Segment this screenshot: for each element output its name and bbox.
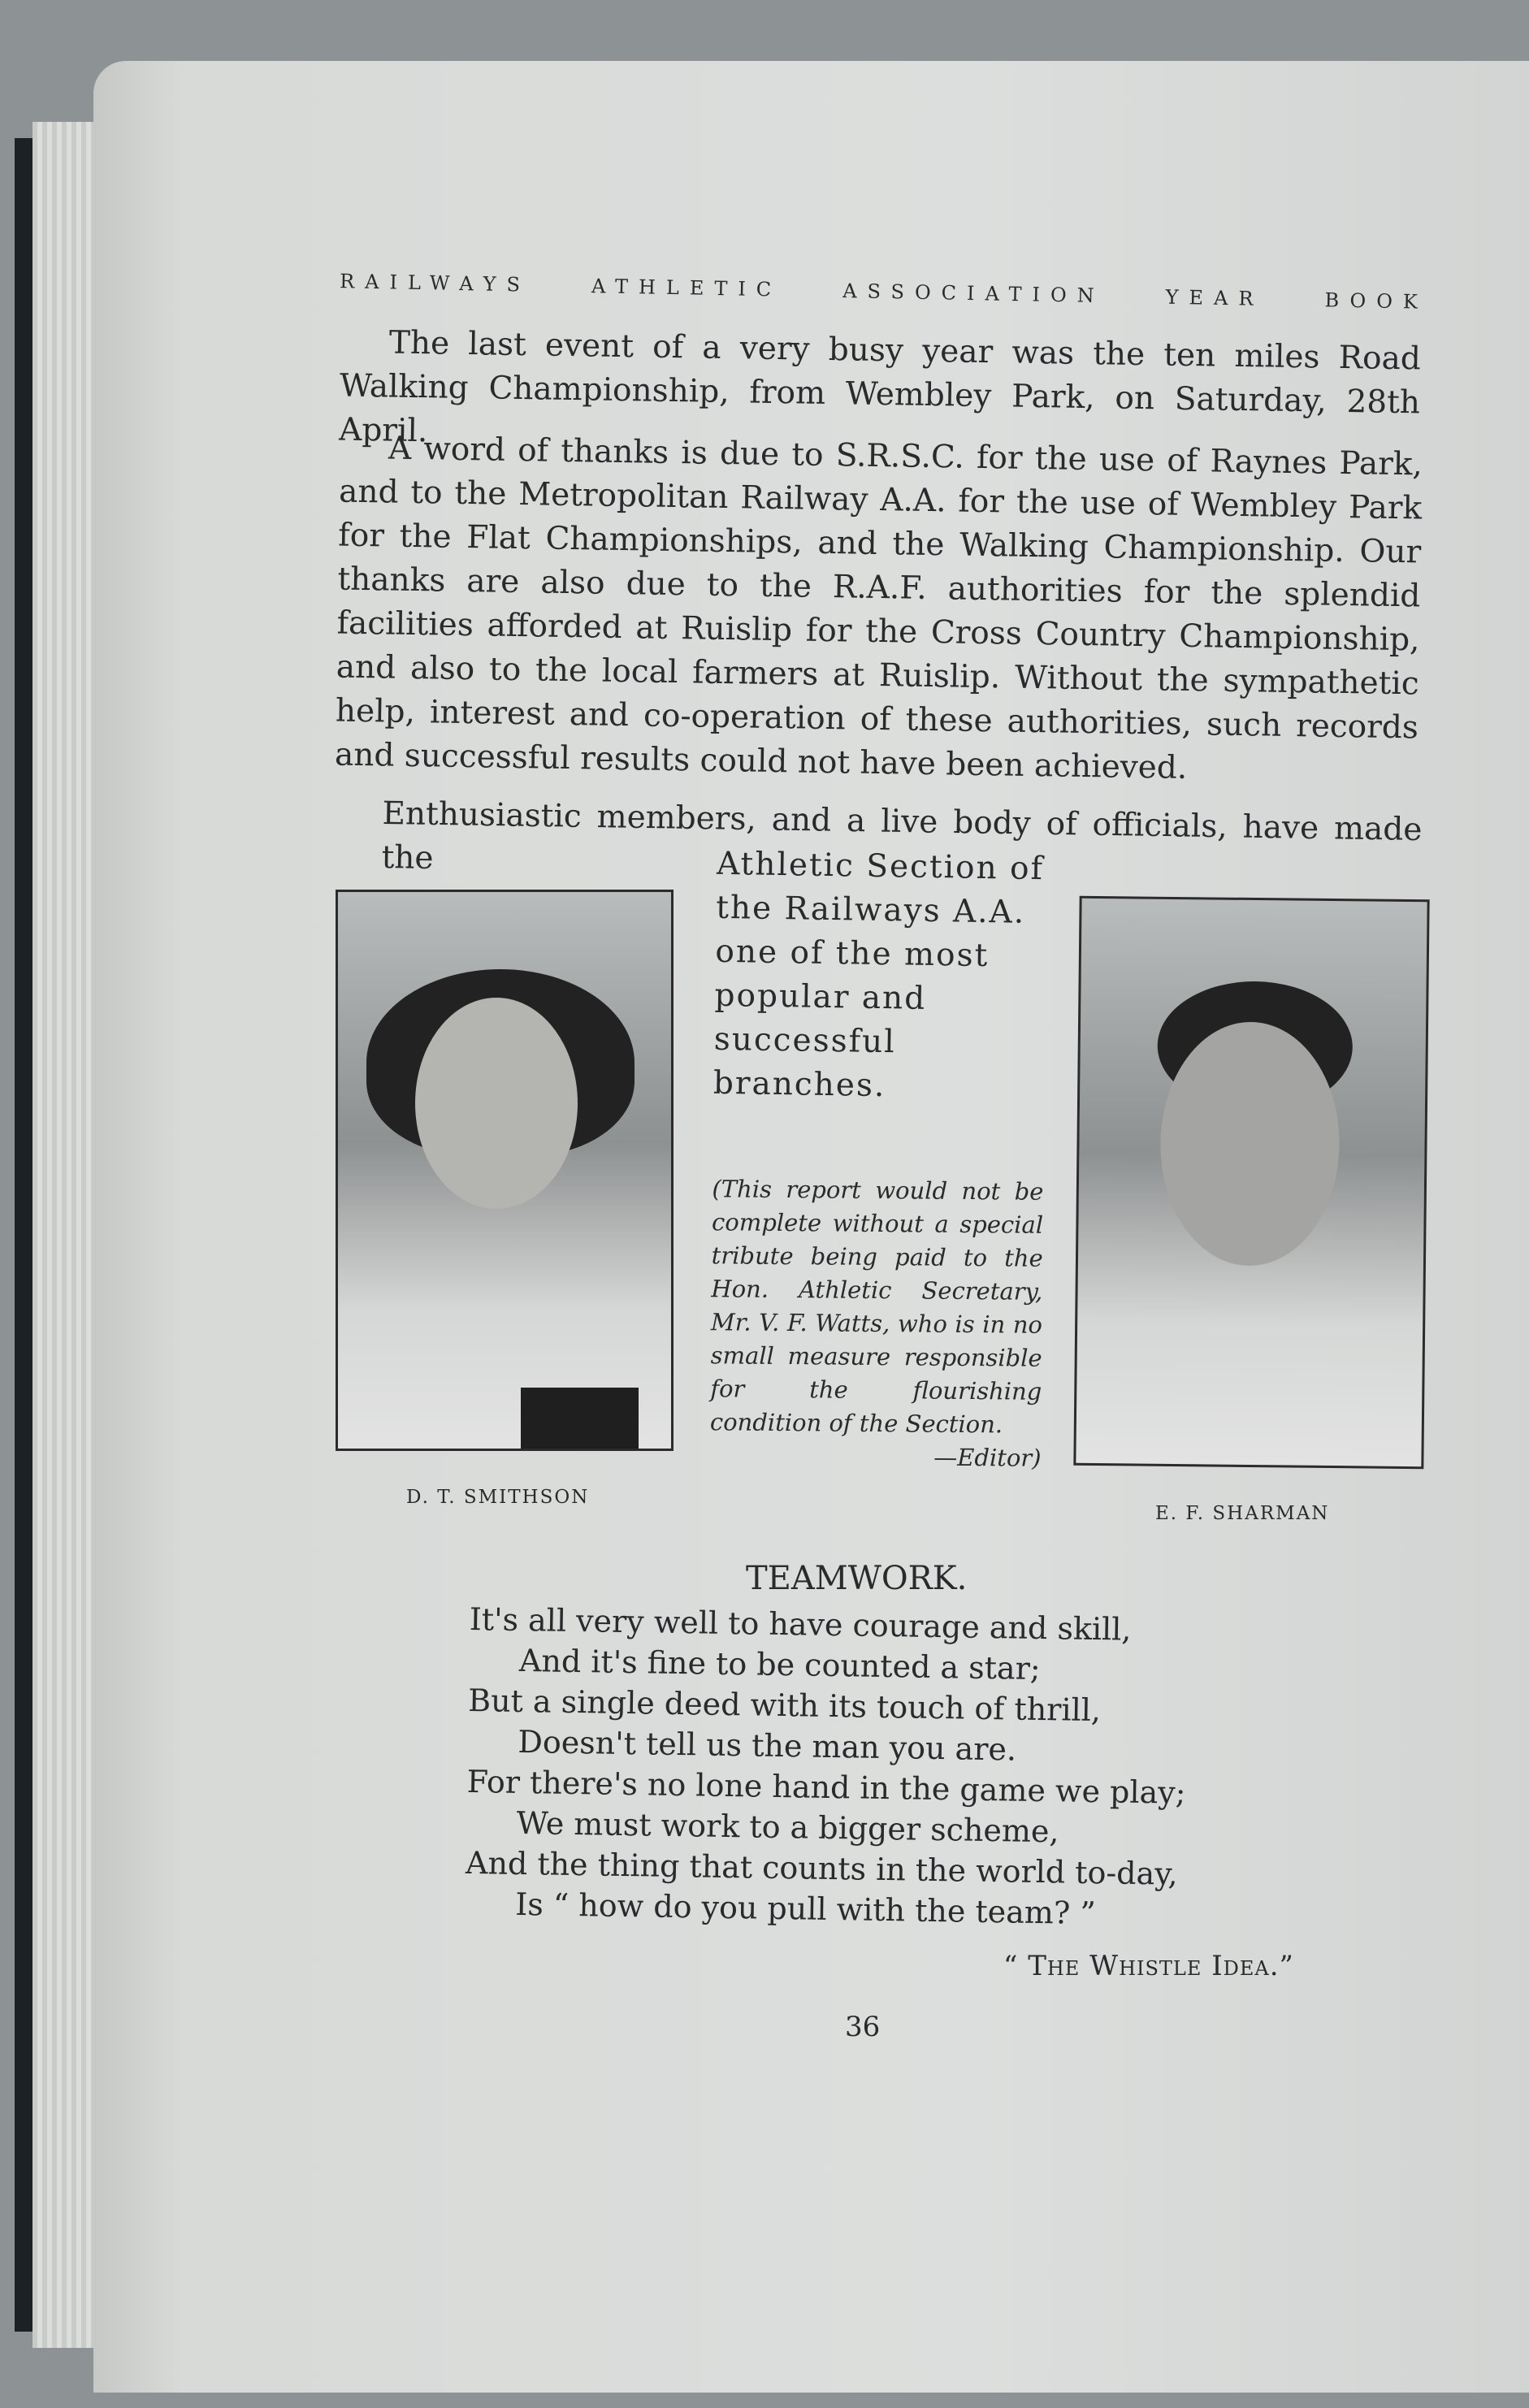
header-word: BOOK [1324,288,1429,314]
header-word: RAILWAYS [339,270,531,297]
paragraph-2: A word of thanks is due to S.R.S.C. for the use of Raynes Park, and to the Metropolitan Railway A.A. for the use of Wembley Park for the Flat Championships, and the Walking Championship. Our thanks are also due to the R.A.F. authorities for the splendid facilities afforded at Ruislip for the Cross Country Championship, and also to the local farmers at Ruislip. Without the sympathetic help, interest and co-operation of these authorities, such records and successful results could not have been achieved. [334,430,1423,786]
poem-line: It's all very well to have courage and skill, [469,1600,1132,1648]
poem-line: Doesn't tell us the man you are. [518,1723,1017,1768]
photo-sharman [1073,896,1429,1469]
photo-caption: D. T. SMITHSON [406,1487,590,1508]
photo-smithson [336,890,674,1451]
badge [521,1388,639,1449]
paragraph-1: The last event of a very busy year was the ten miles Road Walking Championship, from Wembley Park, on Saturday, 28th April. [338,324,1422,450]
header-word: ATHLETIC [591,275,782,301]
poem [465,1599,1201,1935]
header-word: YEAR [1165,285,1264,310]
face [1159,1021,1341,1267]
poem-line: But a single deed with its touch of thrill, [467,1682,1102,1729]
poem-line: We must work to a bigger scheme, [516,1804,1059,1850]
poem-line: And the thing that counts in the world to-day, [465,1844,1179,1892]
page-number: 36 [845,2011,881,2043]
photo-caption: E. F. SHARMAN [1155,1503,1330,1524]
editor-note-text: (This report would not be complete without a special tribute being paid to the Hon. Athletic Secretary, Mr. V. F. Watts, who is in no small measure responsible for the flourishing condition of the Section. [709,1175,1044,1439]
paragraph-4: Athletic Section of the Railways A.A. one of the most popular and successful branches. [713,845,1045,1105]
poem-attribution: “ The Whistle Idea.” [1003,1950,1294,1982]
paragraph-3: Enthusiastic members, and a live body of officials, have made the [381,795,1423,877]
editor-note [709,1172,1043,1475]
poem-title: TEAMWORK. [746,1560,968,1597]
editor-note-sign: —Editor) [933,1443,1042,1472]
poem-line: Is “ how do you pull with the team? ” [514,1886,1097,1932]
header-word: ASSOCIATION [842,279,1105,308]
poem-line: For there's no lone hand in the game we play; [466,1763,1186,1811]
face [415,998,578,1209]
poem-line: And it's fine to be counted a star; [518,1642,1041,1687]
